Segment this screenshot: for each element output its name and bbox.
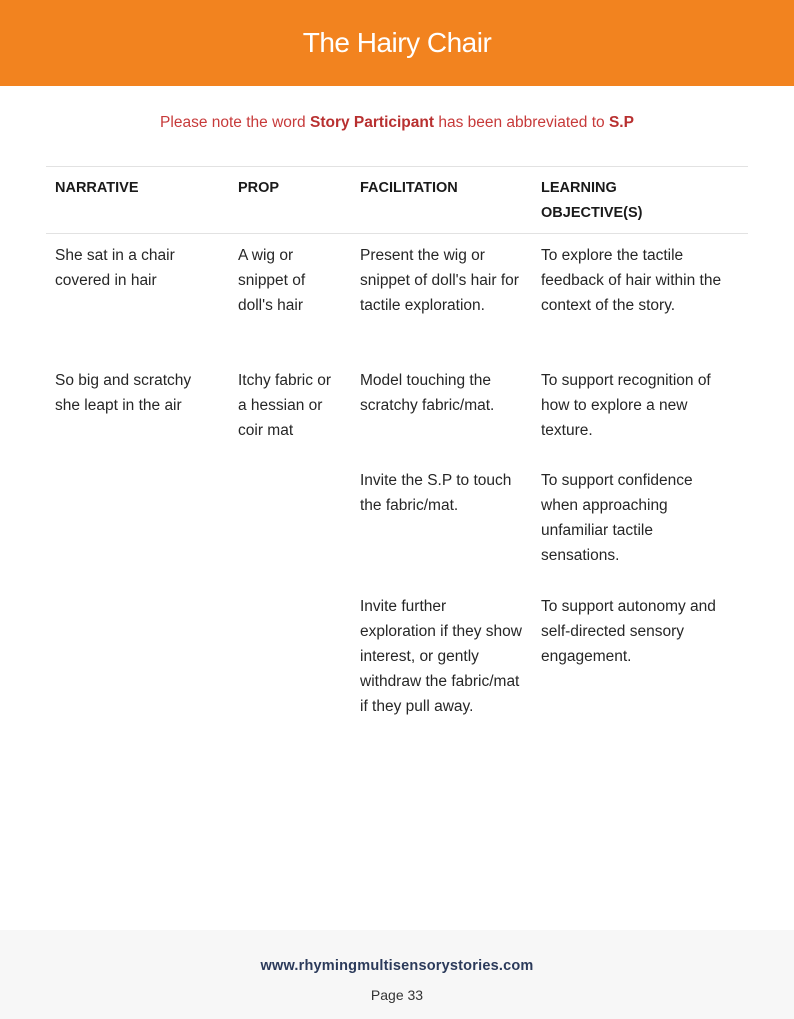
column-header-narrative: NARRATIVE — [55, 180, 139, 196]
note-term: Story Participant — [309, 114, 435, 131]
note-middle: has been abbreviated to — [434, 114, 609, 131]
table-cell-objective: To support recognition of how to explore a new texture. — [541, 372, 711, 439]
table-cell-facilitation: Invite the S.P to touch the fabric/mat. — [360, 472, 512, 514]
table-cell-prop: A wig or snippet of doll's hair — [238, 247, 306, 314]
note-abbr: S.P — [608, 114, 634, 131]
table-cell-facilitation: Invite further exploration if they show interest, or gently withdraw the fabric/mat if they pull away. — [360, 598, 522, 715]
page-number: Page 33 — [370, 987, 424, 1003]
table-cell-narrative: She sat in a chair covered in hair — [55, 247, 175, 289]
note-prefix: Please note the word — [160, 114, 310, 131]
page-footer — [0, 930, 794, 1019]
table-cell-objective: To explore the tactile feedback of hair within the context of the story. — [541, 247, 722, 314]
page-title: The Hairy Chair — [302, 27, 492, 58]
table-cell-facilitation: Present the wig or snippet of doll's hair for tactile exploration. — [360, 247, 519, 314]
column-header-facilitation: FACILITATION — [360, 180, 458, 196]
table-cell-narrative: So big and scratchy she leapt in the air — [55, 372, 192, 414]
website-link[interactable]: www.rhymingmultisensorystories.com — [260, 958, 534, 974]
table-header-rule — [46, 233, 748, 234]
table-top-rule — [46, 166, 748, 167]
abbreviation-note — [0, 114, 794, 132]
page-header — [0, 0, 794, 86]
table-cell-objective: To support autonomy and self-directed sensory engagement. — [541, 598, 716, 665]
table-cell-facilitation: Model touching the scratchy fabric/mat. — [360, 372, 495, 414]
column-header-prop: PROP — [238, 180, 280, 196]
column-header-learning-objectives: LEARNING OBJECTIVE(S) — [541, 180, 643, 221]
table-cell-objective: To support confidence when approaching unfamiliar tactile sensations. — [541, 472, 693, 564]
table-cell-prop: Itchy fabric or a hessian or coir mat — [238, 372, 332, 439]
